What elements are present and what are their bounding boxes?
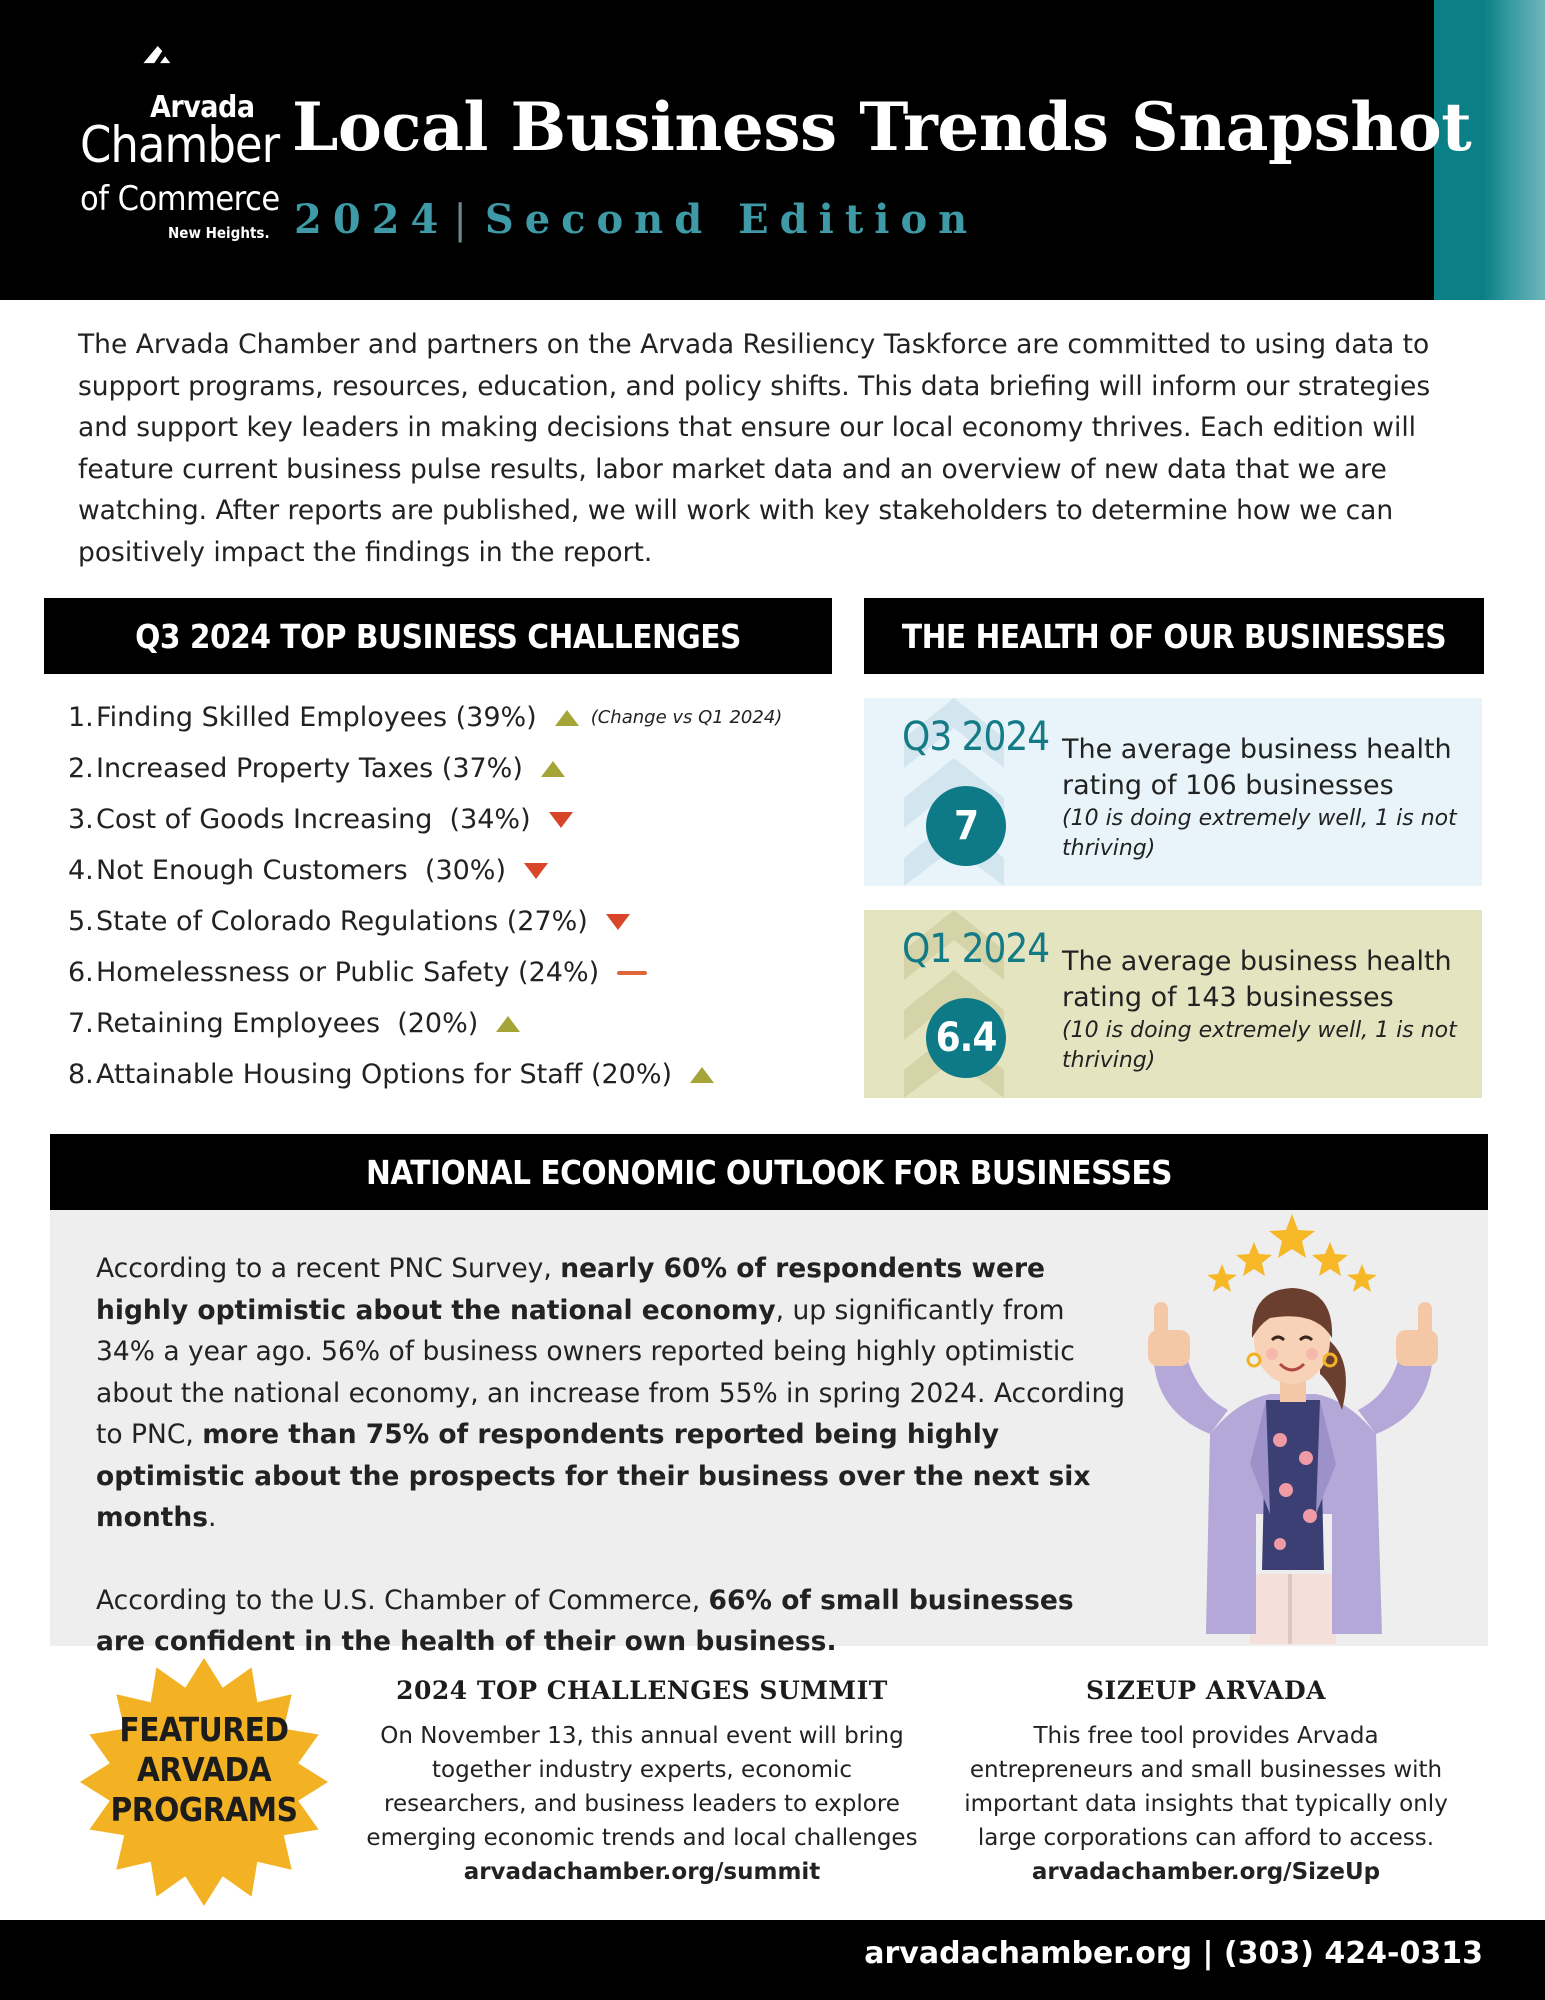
featured-badge-line: PROGRAMS [110, 1790, 298, 1829]
program-summit [362, 1676, 922, 1889]
challenge-item [68, 1059, 714, 1090]
challenge-number: 3. [68, 804, 94, 835]
challenge-label: Homelessness or Public Safety (24%) [96, 957, 600, 988]
health-card-period: Q1 2024 [902, 926, 1050, 972]
outlook-highlight: 66% of small businesses are confident in the health of their own business. [96, 1584, 1074, 1657]
outlook-highlight: nearly 60% of respondents were highly optimistic about the national economy [96, 1253, 1046, 1326]
challenge-label: Attainable Housing Options for Staff (20%) [96, 1059, 673, 1090]
program-description [956, 1719, 1456, 1889]
health-card-text [1062, 732, 1462, 864]
program-description [362, 1719, 922, 1889]
challenge-number: 4. [68, 855, 94, 886]
health-card-description: The average business health rating of 143 businesses [1062, 946, 1452, 1013]
trend-down-icon [549, 812, 573, 828]
health-card-note: (10 is doing extremely well, 1 is not thriving) [1062, 806, 1457, 861]
program-body-text: On November 13, this annual event will bring together industry experts, economic researchers, and business leaders to explore emerging economic trends and local challenges [366, 1723, 918, 1851]
health-card-note: (10 is doing extremely well, 1 is not thriving) [1062, 1018, 1457, 1073]
featured-badge-text [104, 1710, 304, 1830]
featured-badge-line: ARVADA [136, 1750, 272, 1789]
program-title: 2024 TOP CHALLENGES SUMMIT [396, 1676, 888, 1705]
program-body-text: This free tool provides Arvada entrepreneurs and small businesses with important data insights that typically only large corporations can afford to access. [964, 1723, 1448, 1851]
trend-down-icon [524, 863, 548, 879]
outlook-text: , up significantly from 34% a year ago. 56% of business owners reported being highly optimistic about the national economy, an increase from 55% in spring 2024. According to PNC, [96, 1294, 1126, 1450]
outlook-body [96, 1248, 1126, 1663]
challenge-item [68, 702, 782, 733]
change-note: (Change vs Q1 2024) [590, 707, 783, 728]
outlook-heading: NATIONAL ECONOMIC OUTLOOK FOR BUSINESSES [50, 1134, 1488, 1210]
outlook-highlight: more than 75% of respondents reported being highly optimistic about the prospects for their business over the next six months [96, 1419, 1091, 1533]
health-card-text [1062, 944, 1462, 1076]
featured-badge-line: FEATURED [119, 1710, 289, 1749]
program-title: SIZEUP ARVADA [1085, 1676, 1327, 1705]
health-card-period: Q3 2024 [902, 714, 1050, 760]
challenge-number: 5. [68, 906, 94, 937]
challenge-label: Retaining Employees (20%) [96, 1008, 479, 1039]
challenge-label: Finding Skilled Employees (39%) [96, 702, 537, 733]
edition-name: Second Edition [484, 196, 979, 243]
logo-text-of-commerce: of Commerce [80, 179, 280, 219]
challenge-item [68, 1008, 520, 1039]
challenge-label: Cost of Goods Increasing (34%) [96, 804, 531, 835]
logo-text-arvada: Arvada [150, 90, 255, 125]
challenge-label: Not Enough Customers (30%) [96, 855, 506, 886]
health-heading: THE HEALTH OF OUR BUSINESSES [864, 598, 1484, 674]
challenge-label: State of Colorado Regulations (27%) [96, 906, 588, 937]
challenge-label: Increased Property Taxes (37%) [96, 753, 523, 784]
program-link-sizeup[interactable]: arvadachamber.org/SizeUp [1031, 1859, 1381, 1885]
edition-line [294, 196, 978, 243]
logo-text-chamber: Chamber [80, 116, 280, 174]
challenge-number: 1. [68, 702, 94, 733]
trend-up-icon [690, 1067, 714, 1083]
trend-down-icon [606, 914, 630, 930]
trend-up-icon [496, 1016, 520, 1032]
challenge-number: 7. [68, 1008, 94, 1039]
health-rating-badge: 6.4 [926, 998, 1006, 1078]
program-link-summit[interactable]: arvadachamber.org/summit [463, 1859, 821, 1885]
health-card-description: The average business health rating of 106 businesses [1062, 734, 1452, 801]
footer-contact[interactable]: arvadachamber.org | (303) 424-0313 [864, 1936, 1483, 1971]
edition-separator: | [453, 197, 467, 243]
challenge-item [68, 855, 548, 886]
challenges-heading: Q3 2024 TOP BUSINESS CHALLENGES [44, 598, 832, 674]
challenge-number: 2. [68, 753, 94, 784]
challenge-number: 6. [68, 957, 94, 988]
health-card-q1 [864, 910, 1482, 1098]
challenge-number: 8. [68, 1059, 94, 1090]
trend-same-icon [617, 971, 647, 975]
challenge-item [68, 753, 565, 784]
challenge-item [68, 957, 647, 988]
trend-up-icon [555, 710, 579, 726]
health-rating-badge: 7 [926, 786, 1006, 866]
intro-paragraph: The Arvada Chamber and partners on the Arvada Resiliency Taskforce are committed to using data to support programs, resources, education, and policy shifts. This data briefing will inform our strategies and support key leaders in making decisions that ensure our local economy thrives. Each edition will feature current business pulse results, labor market data and an overview of new data that we are watching. After reports are published, we will work with key stakeholders to determine how we can positively impact the findings in the report. [78, 329, 1431, 568]
outlook-paragraph-pnc [96, 1248, 1126, 1539]
outlook-text: According to the U.S. Chamber of Commerce, [96, 1584, 709, 1616]
page-title: Local Business Trends Snapshot [292, 88, 1472, 166]
edition-year: 2024 [294, 196, 450, 243]
outlook-paragraph-uschamber [96, 1580, 1126, 1663]
outlook-text: . [208, 1502, 217, 1533]
program-sizeup [956, 1676, 1456, 1889]
outlook-text: According to a recent PNC Survey, [96, 1253, 561, 1284]
logo-tagline: New Heights. [168, 224, 270, 242]
challenge-item [68, 906, 630, 937]
trend-up-icon [541, 761, 565, 777]
challenge-item [68, 804, 573, 835]
businesswoman-thumbs-up-illustration [1120, 1214, 1472, 1644]
health-card-q3 [864, 698, 1482, 886]
